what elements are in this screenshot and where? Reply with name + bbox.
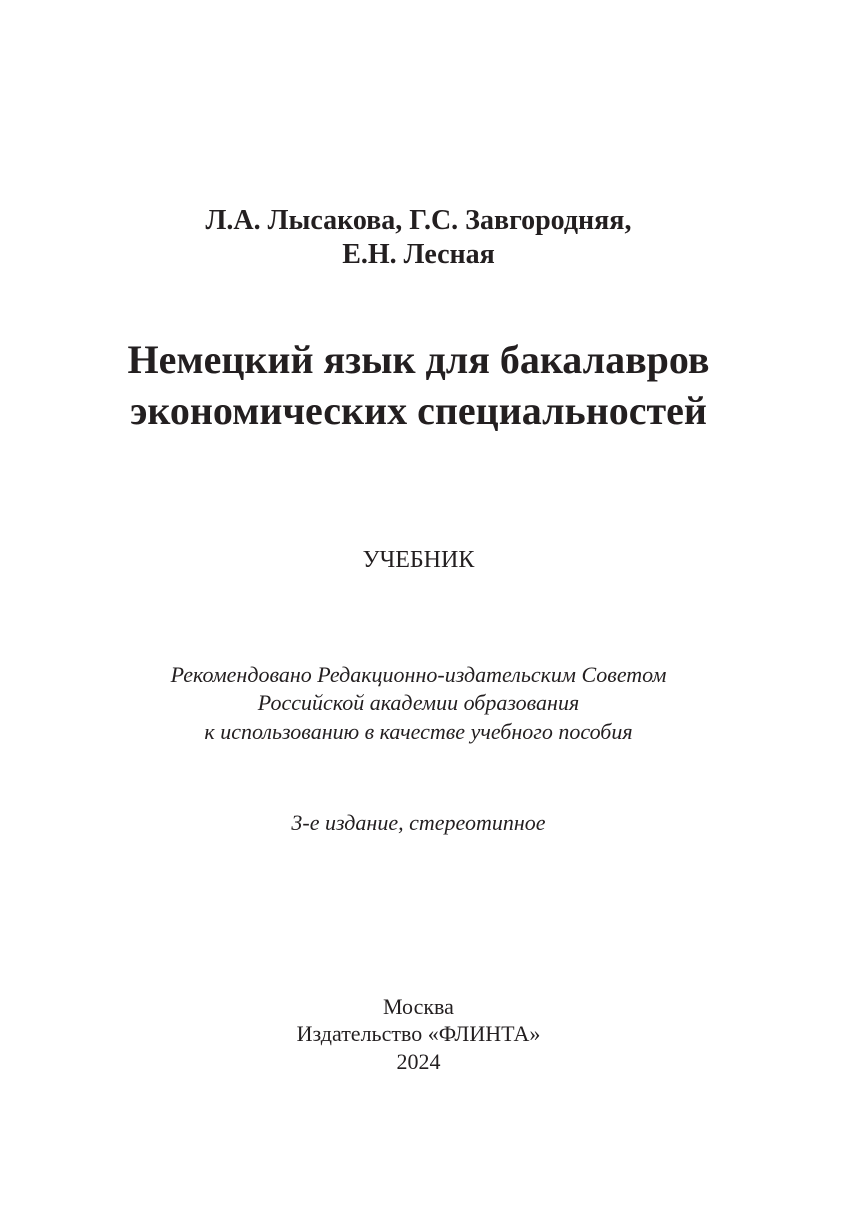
recommendation-line-2: Российской академии образования [257,690,580,715]
authors-line-1: Л.А. Лысакова, Г.С. Завгородняя, [205,205,632,236]
book-title-line-1: Немецкий язык для бакалавров [127,337,710,382]
imprint-publisher: Издательство «ФЛИНТА» [296,1021,541,1046]
recommendation-line-3: к использованию в качестве учебного пособия [204,719,633,744]
document-type: УЧЕБНИК [362,547,475,573]
edition-note: 3-е издание, стереотипное [291,810,546,835]
recommendation-line-1: Рекомендовано Редакционно-издательским Советом [170,662,667,687]
imprint-year: 2024 [396,1049,441,1074]
authors-line-2: Е.Н. Лесная [342,239,495,270]
book-title-line-2: экономических специальностей [130,388,707,433]
imprint-city: Москва [383,994,454,1019]
